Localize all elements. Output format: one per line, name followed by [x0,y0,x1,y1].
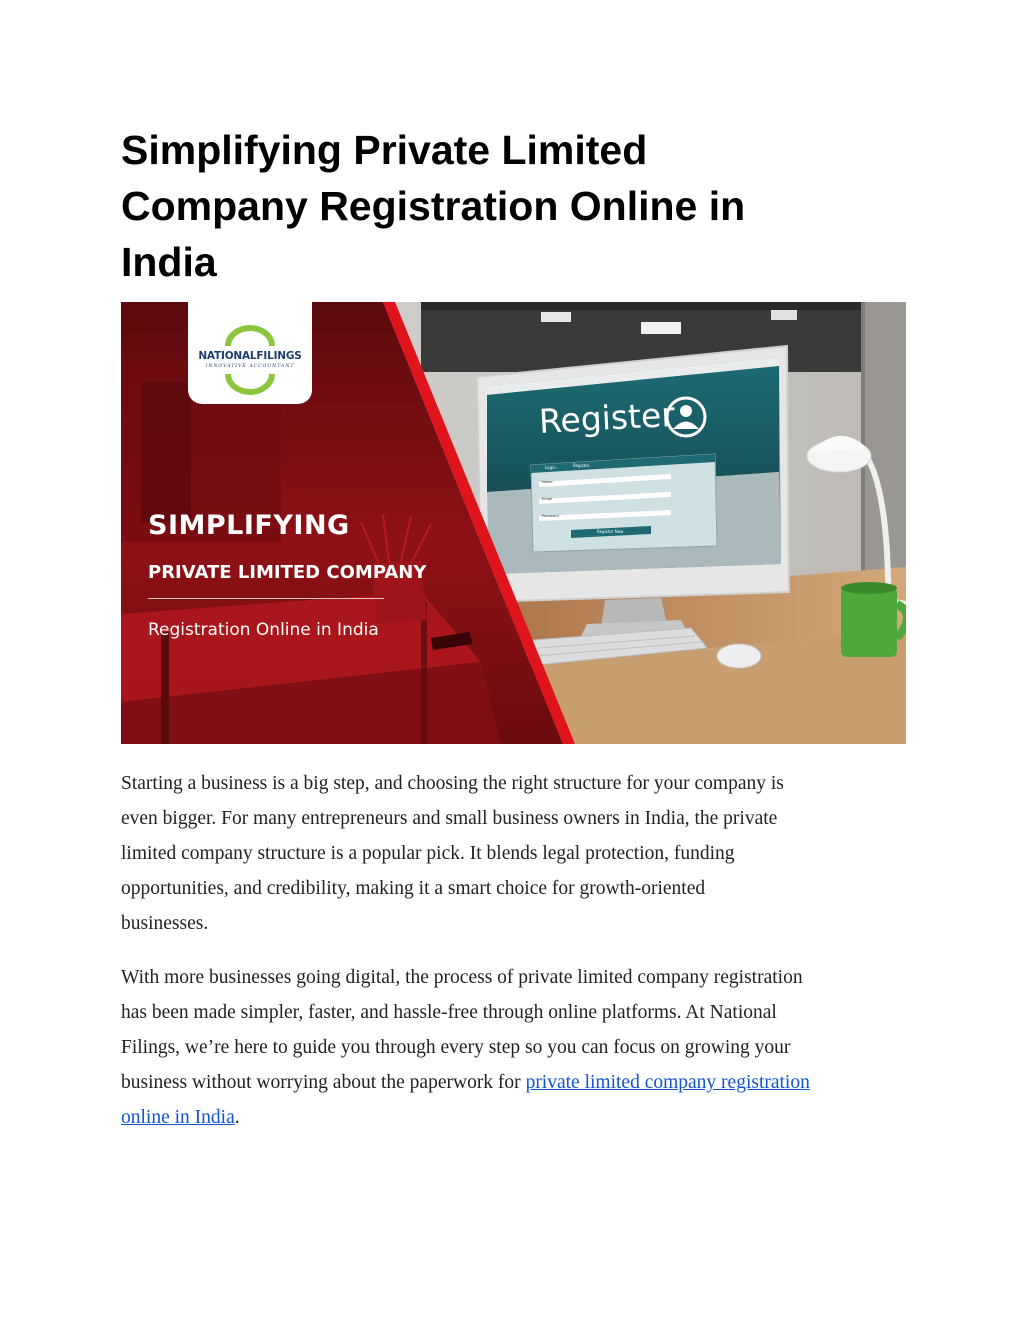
screen-tab-register: Register [573,463,590,468]
screen-field-email: Email [542,497,552,501]
brand-logo [188,302,312,404]
paragraph-line: Starting a business is a big step, and choosing the right structure for your company is [121,773,784,794]
intro-paragraph [121,766,911,941]
paragraph-line: Filings, we’re here to guide you through every step so you can focus on growing your [121,1037,791,1058]
paragraph-line: limited company structure is a popular pick. It blends legal protection, funding [121,843,735,864]
logo-tagline: INNOVATIVE ACCOUNTANT [205,364,295,369]
logo-brand-name: NATIONALFILINGS [198,350,302,362]
paragraph-line: With more businesses going digital, the process of private limited company registration [121,967,803,988]
paragraph-end: . [234,1107,240,1128]
second-paragraph [121,960,911,1135]
title-line-3: India [121,239,217,285]
screen-field-password: Password [542,514,559,518]
banner-headline: SIMPLIFYING [148,510,350,541]
title-line-1: Simplifying Private Limited [121,127,648,173]
title-line-2: Company Registration Online in [121,183,746,229]
paragraph-line: opportunities, and credibility, making it a smart choice for growth-oriented [121,878,706,899]
registration-link-part1[interactable]: private limited company registration [525,1072,810,1093]
registration-link-part2[interactable]: online in India [121,1107,235,1128]
banner-subheadline: PRIVATE LIMITED COMPANY [148,562,427,583]
screen-tab-login: Login [545,465,556,470]
banner-tagline: Registration Online in India [148,620,379,640]
banner-divider [148,598,384,599]
paragraph-text: business without worrying about the paperwork for [121,1072,526,1093]
paragraph-line-with-link [121,1065,911,1100]
paragraph-line: even bigger. For many entrepreneurs and small business owners in India, the private [121,808,778,829]
paragraph-line: businesses. [121,913,209,934]
paragraph-line: has been made simpler, faster, and hassle-free through online platforms. At National [121,1002,777,1023]
paragraph-line-with-link [121,1100,911,1135]
hero-banner-image [121,302,906,744]
screen-register-now-button: Register Now [597,529,624,534]
screen-field-name: Name [542,480,553,484]
screen-register-heading: Register [538,394,676,441]
page-title [121,122,881,290]
